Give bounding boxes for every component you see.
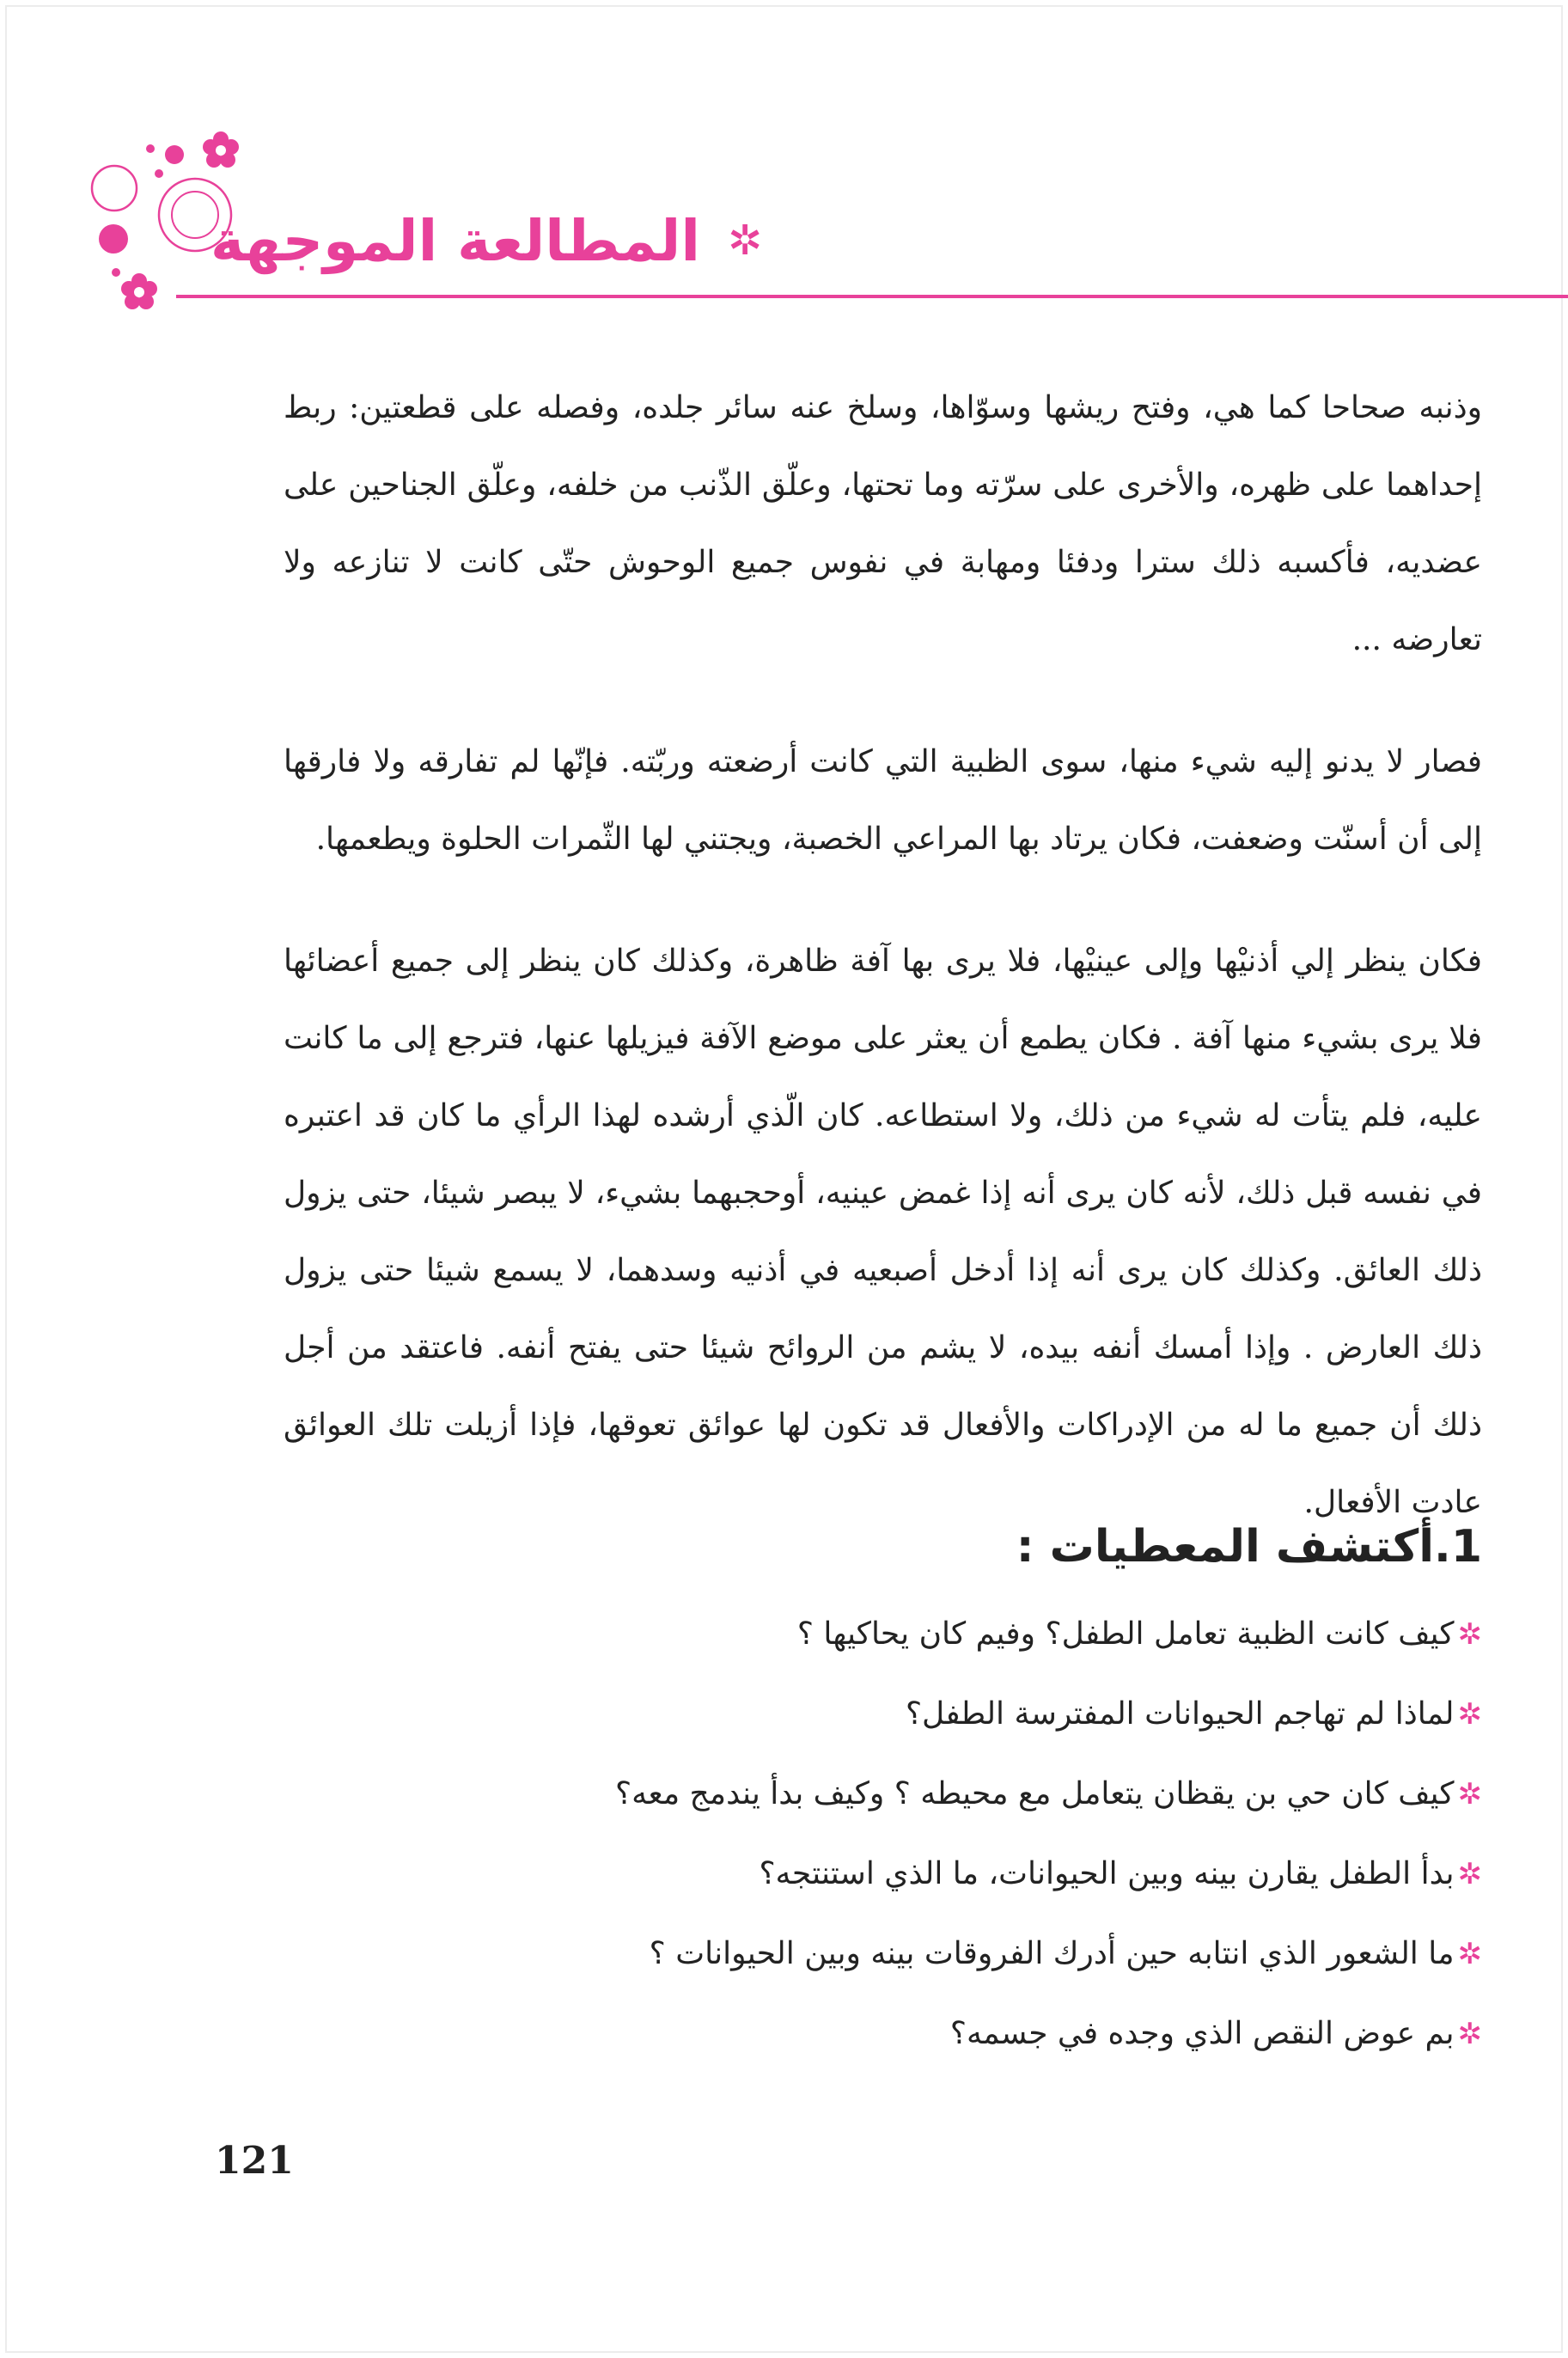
title-flower-icon: ✲ <box>727 217 763 265</box>
list-item <box>284 1994 1482 2074</box>
list-item <box>284 1914 1482 1994</box>
question-text: كيف كان حي بن يقظان يتعامل مع محيطه ؟ وكيف بدأ يندمج معه؟ <box>615 1776 1455 1811</box>
header-divider <box>176 295 1568 298</box>
section-heading <box>945 1517 1482 1577</box>
question-text: كيف كانت الظبية تعامل الطفل؟ وفيم كان يحاكيها ؟ <box>796 1616 1455 1652</box>
flower-bullet-icon: ✲ <box>1457 1697 1482 1732</box>
paragraph: فكان ينظر إلي أذنيْها وإلى عينيْها، فلا يرى بها آفة ظاهرة، وكذلك كان ينظر إلى جميع أعضائها فلا يرى بشيء منها آفة . فكان يطمع أن يعثر على موضع الآفة فيزيلها عنها، فترجع إلى ما كانت عليه، فلم يتأت له شيء من ذلك، ولا استطاعه. كان الّذي أرشده لهذا الرأي ما كان قد اعتبره في نفسه قبل ذلك، لأنه كان يرى أنه إذا غمض عينيه، أوحجبهما بشيء، لا يبصر شيئا، حتى يزول ذلك العائق. وكذلك كان يرى أنه إذا أدخل أصبعيه في أذنيه وسدهما، لا يسمع شيئا حتى يزول ذلك العارض . وإذا أمسك أنفه بيده، لا يشم من الروائح شيئا حتى يفتح أنفه. فاعتقد من أجل ذلك أن جميع ما له من الإدراكات والأفعال قد تكون لها عوائق تعوقها، فإذا أزيلت تلك العوائق عادت الأفعال. <box>284 944 1482 1520</box>
question-text: لماذا لم تهاجم الحيوانات المفترسة الطفل؟ <box>905 1696 1455 1732</box>
section-title: أكتشف المعطيات : <box>1016 1521 1435 1573</box>
paragraph: وذنبه صحاحا كما هي، وفتح ريشها وسوّاها، وسلخ عنه سائر جلده، وفصله على قطعتين: ربط إحداهما على ظهره، والأخرى على سرّته وما تحتها، وعلّق الذّنب من خلفه، وعلّق الجناحين على عضديه، فأكسبه ذلك سترا ودفئا ومهابة في نفوس جميع الوحوش حتّى كانت لا تنازعه ولا تعارضه ... <box>284 390 1482 657</box>
question-text: ما الشعور الذي انتابه حين أدرك الفروقات بينه وبين الحيوانات ؟ <box>649 1936 1455 1971</box>
list-item <box>284 1594 1482 1674</box>
flower-bullet-icon: ✲ <box>1457 1777 1482 1811</box>
list-item <box>284 1834 1482 1914</box>
paragraph: فصار لا يدنو إليه شيء منها، سوى الظبية التي كانت أرضعته وربّته. فإنّها لم تفارقه ولا فارقها إلى أن أسنّت وضعفت، فكان يرتاد بها المراعي الخصبة، ويجتني لها الثّمرات الحلوة ويطعمها. <box>284 744 1482 857</box>
header-title-text: المطالعة الموجهة <box>210 207 700 274</box>
list-item <box>284 1674 1482 1754</box>
flower-bullet-icon: ✲ <box>1457 1937 1482 1971</box>
flower-bullet-icon: ✲ <box>1457 1857 1482 1891</box>
section-header <box>210 206 762 275</box>
flower-bullet-icon: ✲ <box>1457 1617 1482 1652</box>
story-text <box>284 370 1482 1586</box>
page-number: 121 <box>215 2139 294 2183</box>
question-text: بم عوض النقص الذي وجده في جسمه؟ <box>949 2016 1455 2051</box>
question-text: بدأ الطفل يقارن بينه وبين الحيوانات، ما الذي استنتجه؟ <box>759 1856 1455 1891</box>
question-list <box>284 1594 1482 2074</box>
list-item <box>284 1754 1482 1834</box>
section-number: 1. <box>1434 1521 1482 1573</box>
flower-bullet-icon: ✲ <box>1457 2017 1482 2051</box>
